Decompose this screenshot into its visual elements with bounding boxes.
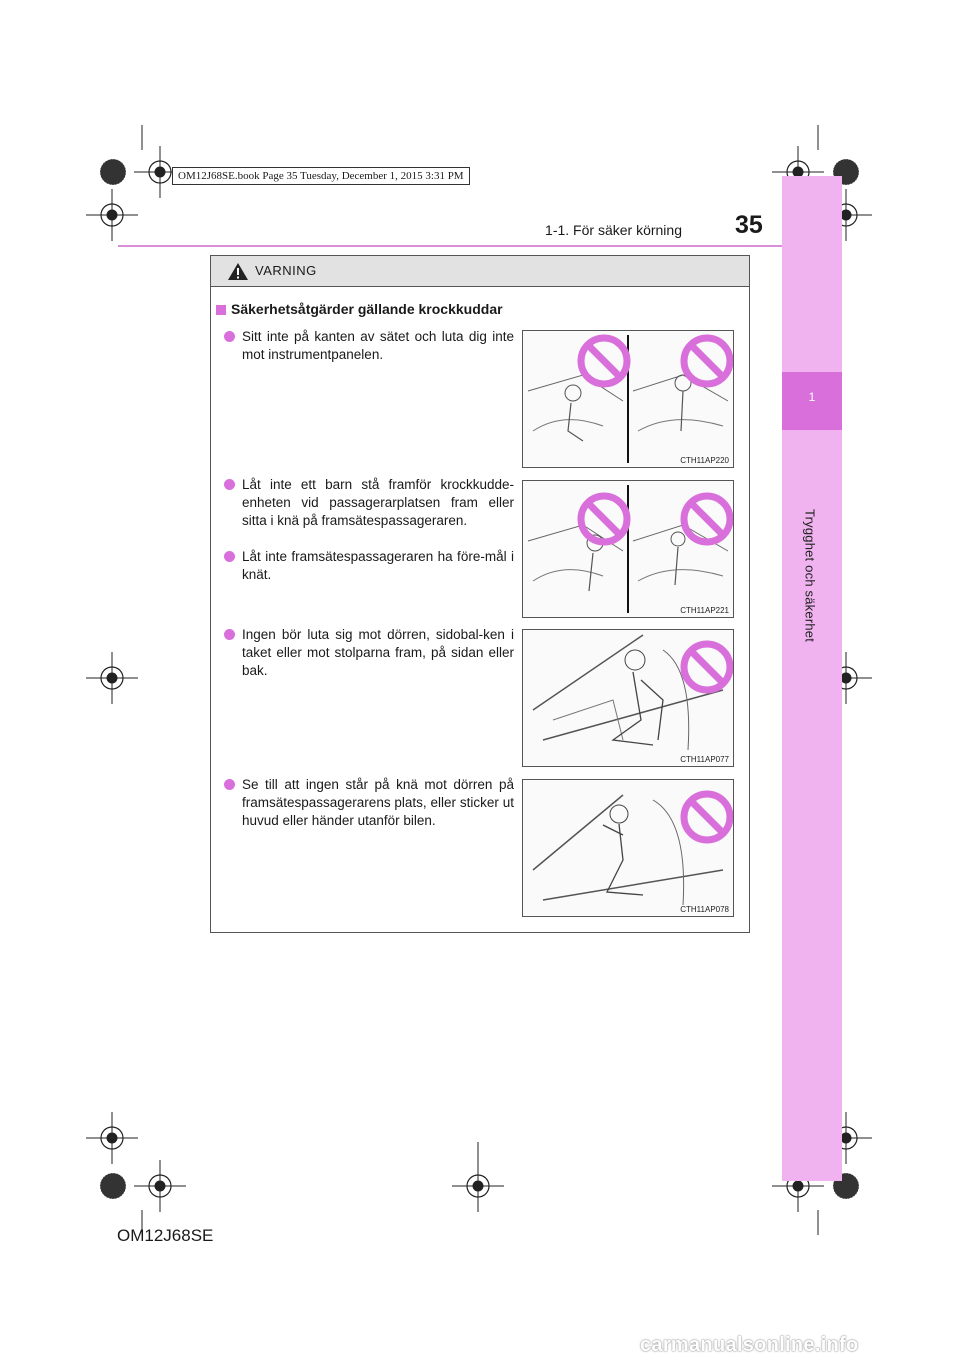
prohibition-icon: [684, 794, 730, 840]
prohibition-icon: [684, 496, 730, 542]
crop-mark-icon: [100, 159, 126, 185]
illustration-drawing: [523, 331, 733, 467]
book-info-stamp: OM12J68SE.book Page 35 Tuesday, December 1, 2015 3:31 PM: [172, 167, 470, 185]
crop-mark-icon: [100, 1173, 126, 1199]
registration-mark-icon: [86, 189, 138, 241]
list-item: Låt inte framsätespassageraren ha före-mål i knät.: [224, 548, 514, 584]
square-bullet-icon: [216, 305, 226, 315]
registration-mark-icon: [86, 652, 138, 704]
illustration: [522, 629, 734, 767]
warning-title: VARNING: [255, 263, 317, 278]
footer-manual-code: OM12J68SE: [117, 1226, 214, 1245]
list-item: Se till att ingen står på knä mot dörren på framsätespassagerarens plats, eller sticker ut huvud eller händer utanför bilen.: [224, 776, 514, 830]
prohibition-icon: [684, 644, 730, 690]
header-rule: [118, 245, 782, 247]
figure-code: CTH11AP077: [680, 755, 729, 764]
illustration-drawing: [523, 630, 733, 766]
list-item: Sitt inte på kanten av sätet och luta dig inte mot instrumentpanelen.: [224, 328, 514, 364]
illustration-drawing: [523, 481, 733, 617]
bullet-icon: [224, 331, 235, 342]
registration-mark-icon: [86, 1112, 138, 1164]
registration-mark-icon: [452, 1160, 504, 1212]
bullet-icon: [224, 551, 235, 562]
section-title: 1-1. För säker körning: [545, 222, 682, 238]
bullet-icon: [224, 629, 235, 640]
illustration: [522, 779, 734, 917]
prohibition-icon: [581, 496, 627, 542]
warning-box: [210, 255, 750, 933]
figure-code: CTH11AP078: [680, 905, 729, 914]
registration-mark-icon: [134, 1160, 186, 1212]
warning-header: [211, 256, 749, 287]
watermark: carmanualsonline.info: [640, 1334, 859, 1356]
side-chapter-title: Trygghet och säkerhet: [802, 508, 818, 643]
subsection-text: Säkerhetsåtgärder gällande krockkuddar: [231, 301, 503, 317]
prohibition-icon: [581, 338, 627, 384]
prohibition-icon: [684, 338, 730, 384]
page-number: 35: [735, 211, 763, 239]
list-item: Låt inte ett barn stå framför krockkudde-enheten vid passagerarplatsen fram eller sitta i knä på framsätespassageraren.: [224, 476, 514, 530]
illustration: [522, 330, 734, 468]
bullet-icon: [224, 779, 235, 790]
list-item: Ingen bör luta sig mot dörren, sidobal-ken i taket eller mot stolparna fram, på sidan eller bak.: [224, 626, 514, 680]
warning-triangle-icon: [227, 262, 249, 281]
subsection-heading: [216, 301, 503, 317]
bullet-icon: [224, 479, 235, 490]
side-chapter-number: 1: [808, 390, 816, 404]
illustration-drawing: [523, 780, 733, 916]
illustration: [522, 480, 734, 618]
figure-code: CTH11AP220: [680, 456, 729, 465]
figure-code: CTH11AP221: [680, 606, 729, 615]
